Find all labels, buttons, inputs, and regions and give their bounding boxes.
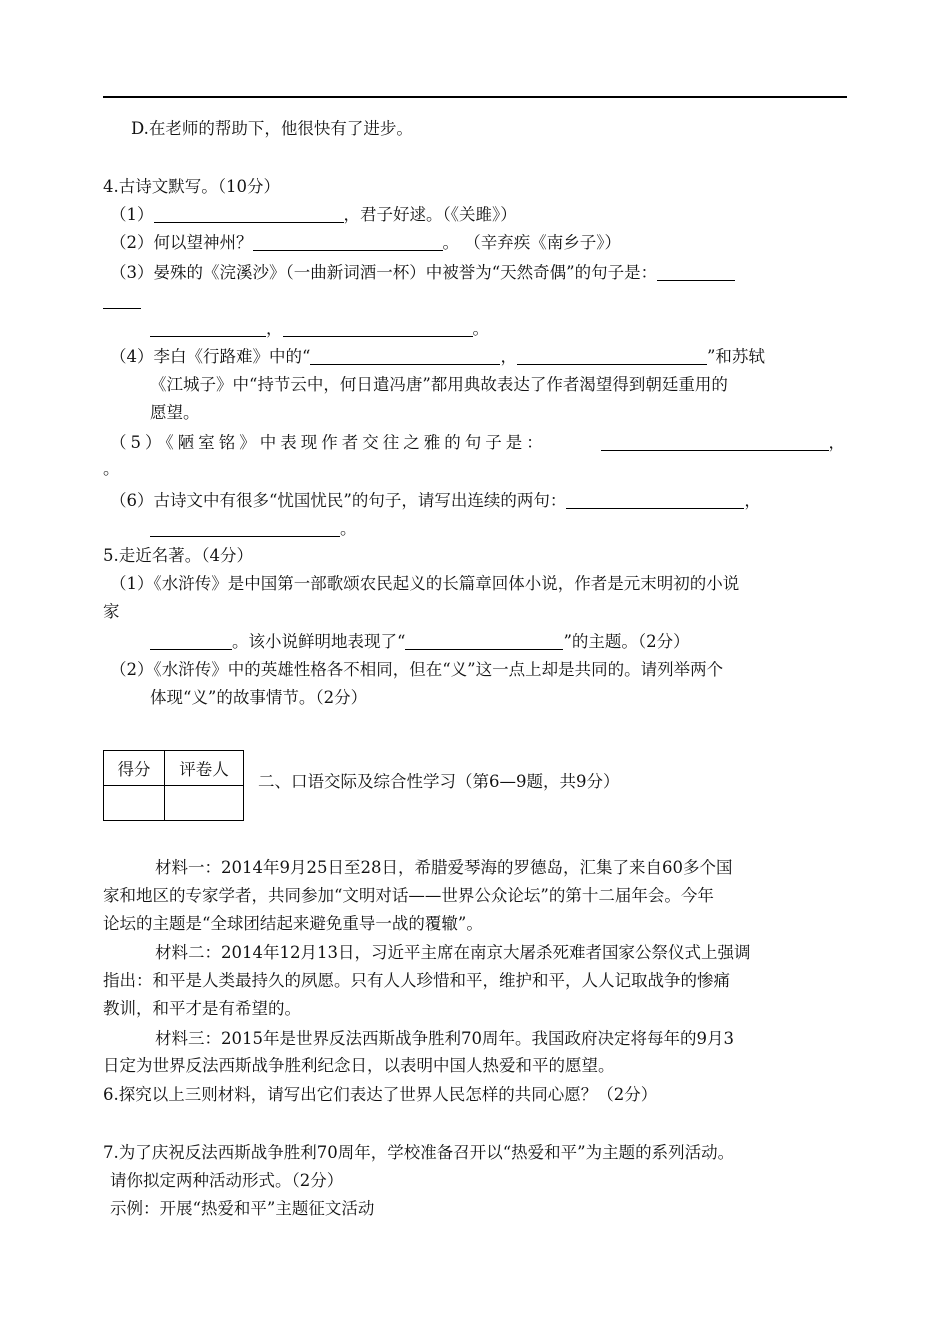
q5-item-2-line2: 体现“义”的故事情节。（2分） — [150, 688, 368, 707]
q5-item-1-line2: 家 — [103, 602, 120, 621]
material-2-line2: 指出：和平是人类最持久的夙愿。只有人人珍惜和平，维护和平，人人记取战争的惨痛 — [103, 971, 730, 990]
q4-item-3-text: （3）晏殊的《浣溪沙》（一曲新词酒一杯）中被誉为“天然奇偶”的句子是： — [110, 263, 658, 282]
comma: ， — [500, 347, 517, 366]
q4-item-4-line3: 愿望。 — [150, 403, 200, 422]
answer-blank[interactable] — [154, 205, 344, 223]
answer-blank[interactable] — [657, 263, 735, 281]
q5-item-1-line3 — [150, 631, 690, 653]
q5-item-2-line1: （2）《水浒传》中的英雄性格各不相同，但在“义”这一点上却是共同的。请列举两个 — [110, 660, 724, 679]
answer-blank[interactable] — [103, 291, 141, 309]
answer-blank[interactable] — [310, 347, 500, 365]
q4-item-4-line2: 《江城子》中“持节云中，何日遣冯唐”都用典故表达了作者渴望得到朝廷重用的 — [150, 375, 728, 394]
material-3-line2: 日定为世界反法西斯战争胜利纪念日，以表明中国人热爱和平的愿望。 — [103, 1056, 615, 1075]
answer-blank[interactable] — [150, 519, 340, 537]
answer-blank[interactable] — [566, 491, 744, 509]
q4-item-4 — [110, 346, 765, 368]
material-1-line2: 家和地区的专家学者，共同参加“文明对话——世界公众论坛”的第十二届年会。今年 — [103, 886, 714, 905]
q7-line2: 请你拟定两种活动形式。（2分） — [110, 1171, 344, 1190]
score-table — [103, 750, 244, 821]
answer-blank[interactable] — [283, 319, 473, 337]
q5-item-1-end: ”的主题。（2分） — [563, 632, 690, 651]
material-1-line1: 材料一：2014年9月25日至28日，希腊爱琴海的罗德岛，汇集了来自60多个国 — [155, 858, 733, 877]
comma: ， — [266, 319, 283, 338]
q4-item-1 — [110, 204, 517, 226]
q4-item-6-text: （6）古诗文中有很多“忧国忧民”的句子，请写出连续的两句： — [110, 491, 567, 510]
q4-item-5-text: （5）《陋室铭》中表现作者交往之雅的句子是： — [110, 433, 547, 452]
answer-blank[interactable] — [253, 233, 443, 251]
material-2-line1: 材料二：2014年12月13日，习近平主席在南京大屠杀死难者国家公祭仪式上强调 — [155, 943, 751, 962]
period: 。 — [472, 319, 489, 338]
material-1-line3: 论坛的主题是“全球团结起来避免重导一战的覆辙”。 — [103, 914, 483, 933]
q4-item-3-line2 — [150, 318, 489, 340]
q4-item-2-text: （2）何以望神州？ — [110, 233, 253, 252]
q4-item-4-text: （4）李白《行路难》中的“ — [110, 347, 311, 366]
material-3-line1: 材料三：2015年是世界反法西斯战争胜利70周年。我国政府决定将每年的9月3 — [155, 1029, 734, 1048]
q4-item-3 — [110, 262, 735, 284]
q5-item-1-line1: （1）《水浒传》是中国第一部歌颂农民起义的长篇章回体小说，作者是元末明初的小说 — [110, 574, 740, 593]
q7-line1: 7.为了庆祝反法西斯战争胜利70周年，学校准备召开以“热爱和平”为主题的系列活动。 — [103, 1143, 735, 1162]
grader-header: 评卷人 — [165, 751, 244, 786]
material-2-line3: 教训，和平才是有希望的。 — [103, 999, 301, 1018]
q4-title: 4.古诗文默写。（10分） — [103, 177, 280, 196]
grader-cell[interactable] — [165, 786, 244, 821]
q6-text: 6.探究以上三则材料，请写出它们表达了世界人民怎样的共同心愿？（2分） — [103, 1085, 658, 1104]
answer-blank[interactable] — [150, 319, 266, 337]
q7-example: 示例：开展“热爱和平”主题征文活动 — [110, 1199, 375, 1218]
q4-item-3-wrap — [103, 290, 141, 312]
q4-item-2 — [110, 232, 621, 254]
comma: ， — [744, 491, 761, 510]
answer-blank[interactable] — [405, 632, 563, 650]
comma: ， — [828, 433, 845, 452]
q4-item-4-end: ”和苏轼 — [706, 347, 765, 366]
q4-item-1-text: ，君子好逑。（《关雎》） — [343, 205, 517, 224]
q5-item-1-mid: 。该小说鲜明地表现了“ — [232, 632, 406, 651]
q4-item-6 — [110, 490, 761, 512]
answer-blank[interactable] — [150, 632, 232, 650]
header-rule — [103, 96, 847, 98]
answer-blank[interactable] — [601, 433, 829, 451]
option-d: D.在老师的帮助下，他很快有了进步。 — [131, 119, 413, 138]
answer-blank[interactable] — [517, 347, 707, 365]
q4-item-2-source: 。 （辛弃疾《南乡子》） — [442, 233, 621, 252]
section2-title: 二、口语交际及综合性学习（第6—9题，共9分） — [258, 772, 620, 791]
q4-item-5-end: 。 — [103, 459, 120, 478]
q4-item-6-line2 — [150, 518, 357, 540]
q4-item-1-num: （1） — [110, 205, 154, 224]
score-cell[interactable] — [104, 786, 165, 821]
period: 。 — [340, 519, 357, 538]
q5-title: 5.走近名著。（4分） — [103, 546, 253, 565]
q4-item-5 — [110, 432, 845, 454]
score-header: 得分 — [104, 751, 165, 786]
